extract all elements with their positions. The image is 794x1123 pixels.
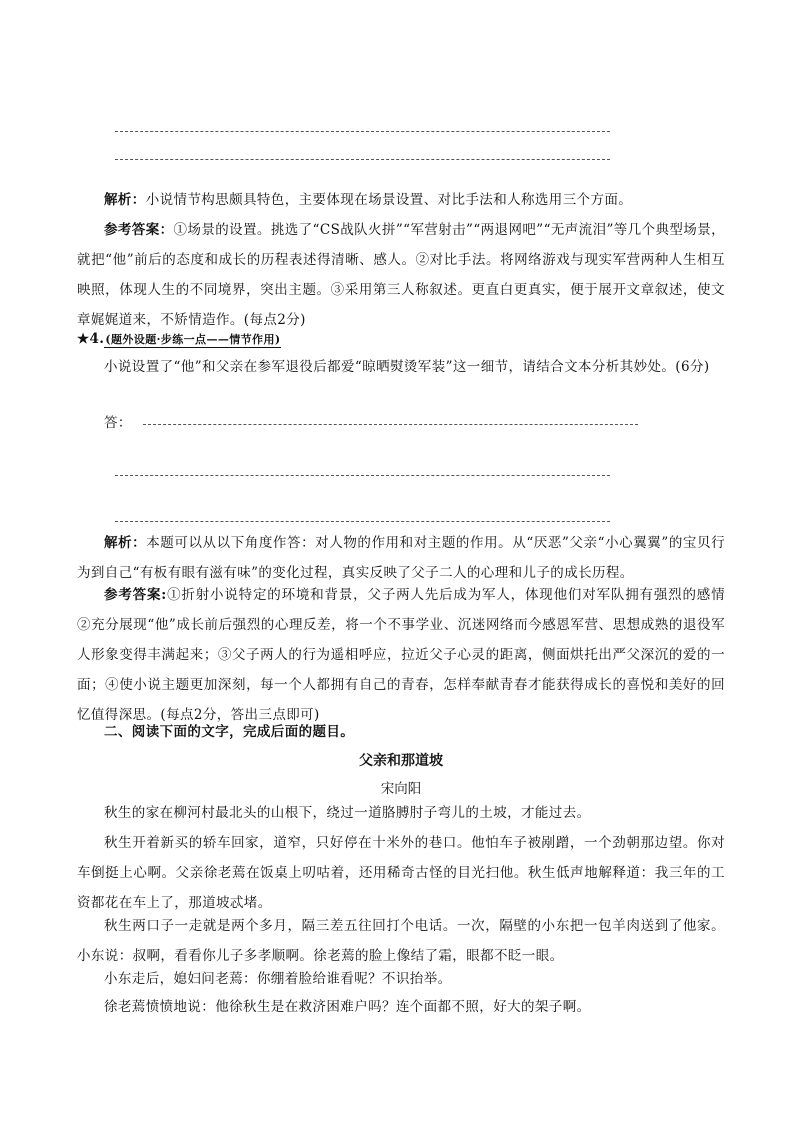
story-paragraph: 小东走后，媳妇问老蔫：你绷着脸给谁看呢？不识抬举。: [104, 971, 452, 987]
question-4-text: 小说设置了“他”和父亲在参军退役后都爱“晾晒熨烫军装”这一细节，请结合文本分析其妙处。(6分): [104, 359, 710, 375]
story-paragraph: 秋生两口子一走就是两个多月，隔三差五往回打个电话。一次，隔壁的小东把一包羊肉送到了他家。小东说：叔啊，看看你儿子多孝顺啊。徐老蔫的脸上像结了霜，眼都不眨一眼。: [77, 918, 725, 964]
story-paragraph: 秋生的家在柳河村最北头的山根下，绕过一道胳膊肘子弯儿的土坡，才能过去。: [104, 805, 591, 821]
answer-line-3[interactable]: [143, 424, 638, 425]
question-4-header: ★4.(题外设题·步练一点——情节作用): [77, 331, 281, 347]
story-title: 父亲和那道坡: [359, 753, 443, 769]
question-tag: (题外设题·步练一点——情节作用): [105, 333, 281, 346]
reference-answer-4: 参考答案:①折射小说特定的环境和背景，父子两人先后成为军人，体现他们对军队拥有强烈的感情 ②充分展现“他”成长前后强烈的心理反差，将一个不事学业、沉迷网络而今感恩军营、思想成熟的退役军人形象变得丰满起来；③父子两人的行为遥相呼应，拉近父子心灵的距离，侧面烘托出严父深沉的爱的一面；④使小说主题更加深刻，每一个人都拥有自己的青春，怎样奉献青春才能获得成长的喜悦和美好的回忆值得深思。(每点2分，答出三点即可): [77, 587, 725, 723]
answer-line-2: [115, 159, 610, 160]
analysis-4: 解析：本题可以从以下角度作答：对人物的作用和对主题的作用。从“厌恶”父亲“小心翼翼”的宝贝行为到自己“有板有眼有滋有味”的变化过程，真实反映了父子二人的心理和儿子的成长历程。: [77, 535, 725, 581]
answer-prompt: 答：: [104, 415, 132, 431]
answer-line-4[interactable]: [115, 475, 610, 476]
story-paragraph: 徐老蔫愤愤地说：他徐秋生是在救济困难户吗？连个面都不照，好大的架子啊。: [104, 999, 591, 1015]
analysis-3: 解析：小说情节构思颇具特色，主要体现在场景设置、对比手法和人称选用三个方面。: [104, 192, 633, 208]
answer-line-5[interactable]: [115, 521, 610, 522]
story-author: 宋向阳: [380, 781, 422, 797]
section-heading: 二、阅读下面的文字，完成后面的题目。: [104, 724, 355, 740]
answer-line-1: [115, 131, 610, 132]
reference-answer-3: 参考答案：①场景的设置。挑选了“CS战队火拼”“军营射击”“两退网吧”“无声流泪”等几个典型场景，就把“他”前后的态度和成长的历程表述得清晰、感人。②对比手法。将网络游戏与现实军营两种人生相互映照，体现人生的不同境界，突出主题。③采用第三人称叙述。更直白更真实，便于展开文章叙述，使文章娓娓道来，不矫情造作。(每点2分): [77, 222, 726, 328]
story-paragraph: 秋生开着新买的轿车回家，道窄，只好停在十米外的巷口。他怕车子被剐蹭，一个劲朝那边望。你对车倒挺上心啊。父亲徐老蔫在饭桌上叨咕着，还用稀奇古怪的目光扫他。秋生低声地解释道：我三年的工资都花在车上了，那道坡忒堵。: [77, 835, 725, 911]
